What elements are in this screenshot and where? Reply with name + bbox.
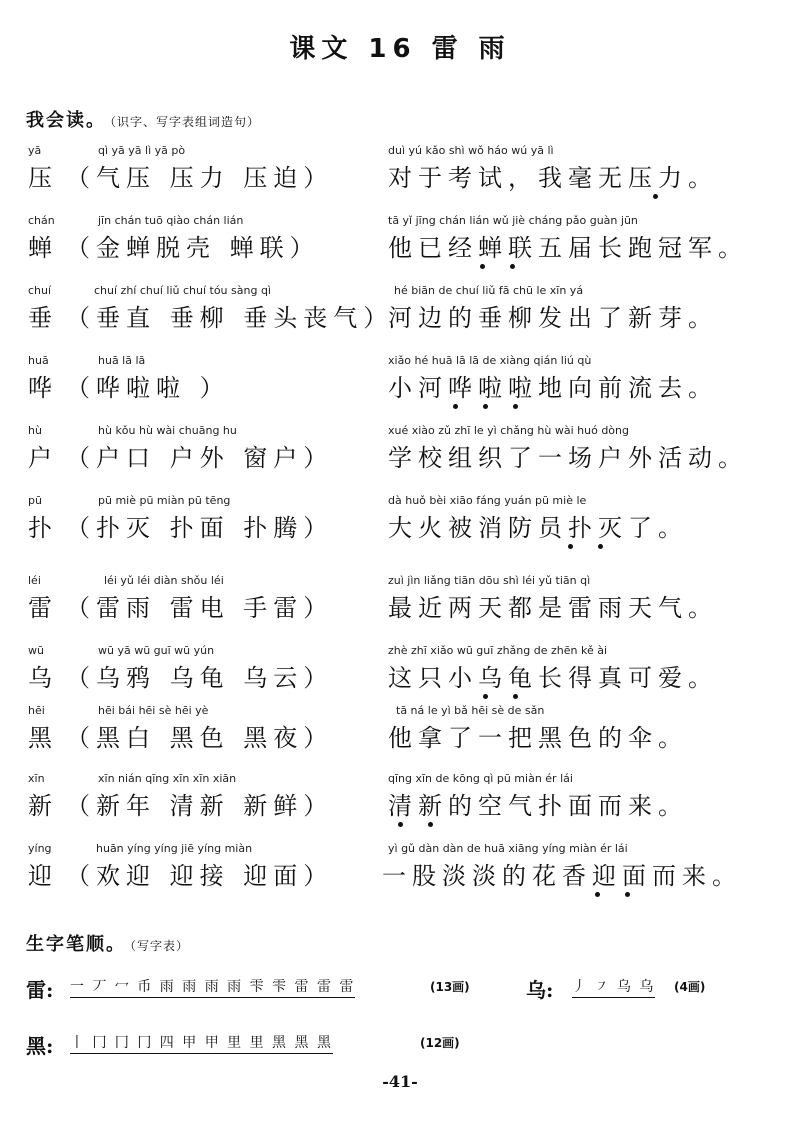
stroke-section-note: （写字表） [130, 939, 190, 953]
emphasis-dot [428, 822, 433, 827]
stroke-sequence: 丿 ㇇ 乌 乌 [572, 976, 655, 998]
words-pinyin: huā lā lā [98, 354, 146, 367]
char-pinyin: yā [28, 144, 42, 157]
vocab-entry [0, 424, 800, 494]
emphasis-dot [480, 264, 485, 269]
example-sentence: 对于考试，我毫无压力。 [388, 164, 718, 192]
word-group: （乌鸦 乌龟 乌云） [66, 664, 334, 692]
emphasis-dot [483, 404, 488, 409]
emphasis-dot [510, 264, 515, 269]
sentence-pinyin: tā yǐ jīng chán lián wǔ jiè cháng pǎo guàn jūn [388, 214, 638, 227]
example-sentence: 他已经蝉联五届长跑冠军。 [388, 234, 748, 262]
vocab-char: 户 [28, 444, 58, 472]
char-pinyin: hù [28, 424, 42, 437]
char-pinyin: wū [28, 644, 44, 657]
stroke-sequence: 丨 冂 冂 冂 四 甲 甲 里 里 黑 黑 黑 [70, 1032, 333, 1054]
words-pinyin: hù kǒu hù wài chuāng hu [98, 424, 237, 437]
emphasis-dot [653, 194, 658, 199]
stroke-count: (4画) [674, 980, 706, 994]
emphasis-dot [453, 404, 458, 409]
vocab-entry [0, 704, 800, 774]
char-pinyin: hēi [28, 704, 45, 717]
stroke-order-lei [26, 974, 506, 1004]
vocab-entry [0, 214, 800, 284]
char-pinyin: pū [28, 494, 42, 507]
words-pinyin: wū yā wū guī wū yún [98, 644, 215, 657]
emphasis-dot [598, 544, 603, 549]
word-group: （黑白 黑色 黑夜） [66, 724, 334, 752]
emphasis-dot [595, 892, 600, 897]
vocab-entry [0, 842, 800, 912]
page-number: -41- [382, 1072, 418, 1091]
word-group: （垂直 垂柳 垂头丧气） [66, 304, 394, 332]
vocab-entry [0, 284, 800, 354]
vocab-char: 新 [28, 792, 58, 820]
example-sentence: 他拿了一把黑色的伞。 [388, 724, 688, 752]
sentence-pinyin: xué xiào zǔ zhī le yì chǎng hù wài huó dòng [388, 424, 629, 437]
emphasis-dot [513, 694, 518, 699]
emphasis-dot [513, 404, 518, 409]
words-pinyin: jīn chán tuō qiào chán lián [98, 214, 244, 227]
char-pinyin: chuí [28, 284, 52, 297]
sentence-pinyin: qīng xīn de kōng qì pū miàn ér lái [388, 772, 573, 785]
vocab-char: 黑 [28, 724, 58, 752]
vocab-entry [0, 354, 800, 424]
emphasis-dot [483, 694, 488, 699]
vocab-entry [0, 574, 800, 644]
sentence-pinyin: dà huǒ bèi xiāo fáng yuán pū miè le [388, 494, 587, 507]
vocab-char: 雷 [28, 594, 58, 622]
stroke-sequence: 一 丆 冖 币 雨 雨 雨 雨 雫 雫 雷 雷 雷 [70, 976, 355, 998]
vocab-entry [0, 494, 800, 564]
emphasis-dot [568, 544, 573, 549]
sentence-pinyin: hé biān de chuí liǔ fā chū le xīn yá [394, 284, 584, 297]
read-section-note: （识字、写字表组词造句） [110, 115, 261, 129]
words-pinyin: xīn nián qīng xīn xīn xiān [98, 772, 237, 785]
vocab-char: 垂 [28, 304, 58, 332]
stroke-order-hei [26, 1030, 506, 1060]
sentence-pinyin: xiǎo hé huā lā lā de xiàng qián liú qù [388, 354, 592, 367]
word-group: （金蝉脱壳 蝉联） [66, 234, 320, 262]
read-section-title: 我会读。 [26, 110, 106, 131]
stroke-char: 乌: [526, 978, 554, 1002]
words-pinyin: chuí zhí chuí liǔ chuí tóu sàng qì [94, 284, 271, 297]
example-sentence: 学校组织了一场户外活动。 [388, 444, 748, 472]
emphasis-dot [625, 892, 630, 897]
vocab-char: 哗 [28, 374, 58, 402]
vocab-char: 迎 [28, 862, 58, 890]
word-group: （户口 户外 窗户） [66, 444, 334, 472]
word-group: （欢迎 迎接 迎面） [66, 862, 334, 890]
sentence-pinyin: zuì jìn liǎng tiān dōu shì léi yǔ tiān qì [388, 574, 591, 587]
vocab-entry [0, 144, 800, 214]
example-sentence: 这只小乌龟长得真可爱。 [388, 664, 718, 692]
vocab-char: 乌 [28, 664, 58, 692]
stroke-char: 雷: [26, 978, 54, 1002]
word-group: （新年 清新 新鲜） [66, 792, 334, 820]
sentence-pinyin: yì gǔ dàn dàn de huā xiāng yíng miàn ér lái [388, 842, 628, 855]
char-pinyin: yíng [28, 842, 52, 855]
vocab-char: 蝉 [28, 234, 58, 262]
words-pinyin: huān yíng yíng jiē yíng miàn [96, 842, 253, 855]
char-pinyin: xīn [28, 772, 45, 785]
vocab-char: 压 [28, 164, 58, 192]
stroke-count: (12画) [420, 1036, 460, 1050]
vocab-entry [0, 772, 800, 842]
sentence-pinyin: tā ná le yì bǎ hēi sè de sǎn [396, 704, 545, 717]
word-group: （气压 压力 压迫） [66, 164, 334, 192]
example-sentence: 一股淡淡的花香迎面而来。 [382, 862, 742, 890]
char-pinyin: léi [28, 574, 41, 587]
char-pinyin: chán [28, 214, 55, 227]
word-group: （哗啦啦 ） [66, 374, 230, 402]
example-sentence: 小河哗啦啦地向前流去。 [388, 374, 718, 402]
words-pinyin: pū miè pū miàn pū tēng [98, 494, 231, 507]
read-section-heading [26, 106, 260, 132]
example-sentence: 河边的垂柳发出了新芽。 [388, 304, 718, 332]
word-group: （扑灭 扑面 扑腾） [66, 514, 334, 542]
example-sentence: 最近两天都是雷雨天气。 [388, 594, 718, 622]
sentence-pinyin: duì yú kǎo shì wǒ háo wú yā lì [388, 144, 554, 157]
words-pinyin: qì yā yā lì yā pò [98, 144, 186, 157]
vocab-char: 扑 [28, 514, 58, 542]
emphasis-dot [398, 822, 403, 827]
stroke-section-title: 生字笔顺。 [26, 934, 126, 955]
stroke-count: (13画) [430, 980, 470, 994]
char-pinyin: huā [28, 354, 49, 367]
example-sentence: 大火被消防员扑灭了。 [388, 514, 688, 542]
words-pinyin: léi yǔ léi diàn shǒu léi [104, 574, 224, 587]
stroke-order-wu [526, 974, 746, 1004]
word-group: （雷雨 雷电 手雷） [66, 594, 334, 622]
page-title: 课文 16 雷 雨 [289, 34, 511, 64]
example-sentence: 清新的空气扑面而来。 [388, 792, 688, 820]
words-pinyin: hēi bái hēi sè hēi yè [98, 704, 209, 717]
stroke-char: 黑: [26, 1034, 54, 1058]
sentence-pinyin: zhè zhī xiǎo wū guī zhǎng de zhēn kě ài [388, 644, 608, 657]
stroke-section-heading [26, 930, 189, 956]
